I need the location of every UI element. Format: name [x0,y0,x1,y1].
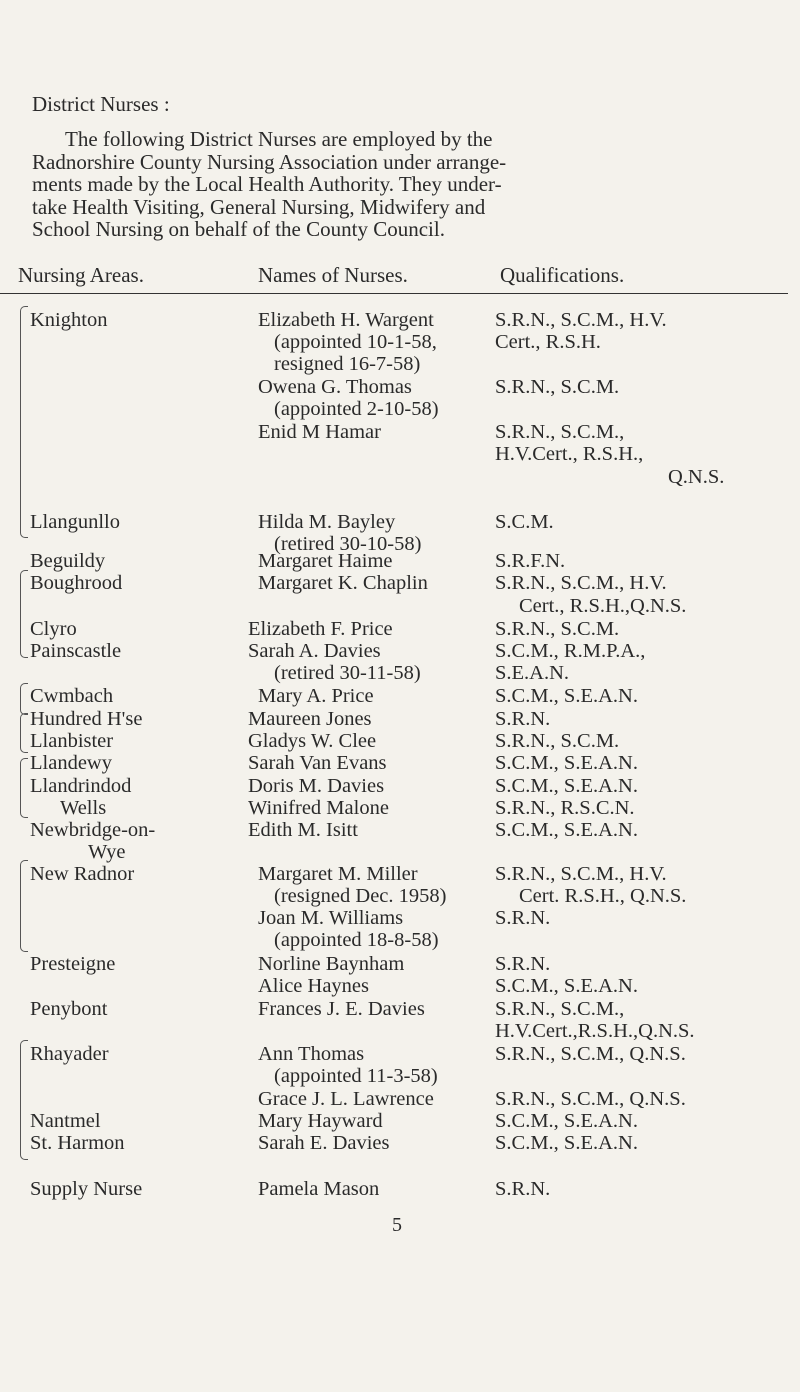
nurse-name: Sarah A. Davies [248,640,381,662]
intro-line: The following District Nurses are employed by the [65,127,493,151]
bracket-new-radnor-group [20,860,28,952]
area-name: Boughrood [30,572,123,594]
column-header-names: Names of Nurses. [258,263,408,287]
qualification: S.R.N., S.C.M. [495,730,620,752]
qualification: S.R.F.N. [495,550,566,572]
bracket-cwmbach-group [20,683,28,715]
nurse-note: resigned 16-7-58) [274,353,421,375]
qualification: S.E.A.N. [495,662,570,684]
nurse-note: (appointed 2-10-58) [274,398,439,420]
nurse-name: Hilda M. Bayley [258,511,396,533]
area-name: Rhayader [30,1043,109,1065]
nurse-name: Margaret M. Miller [258,863,418,885]
header-rule [0,293,788,294]
intro-line: Radnorshire County Nursing Association under arrange- [32,149,507,174]
area-name: New Radnor [30,863,135,885]
area-name: Painscastle [30,640,122,662]
area-name: Beguildy [30,550,106,572]
nurse-name: Alice Haynes [258,975,369,997]
area-name: Knighton [30,309,108,331]
qualification: S.R.N. [495,708,551,730]
nurse-name: Joan M. Williams [258,907,404,929]
nurse-name: Frances J. E. Davies [258,998,425,1020]
nurse-note: (appointed 18-8-58) [274,929,439,951]
area-name: Clyro [30,618,77,640]
bracket-boughrood-group [20,570,28,658]
qualification: S.R.N., S.C.M. [495,618,620,640]
nurse-note: (resigned Dec. 1958) [274,885,447,907]
nurse-name: Mary A. Price [258,685,374,707]
nurse-name: Elizabeth F. Price [248,618,393,640]
qualification: S.R.N., R.S.C.N. [495,797,635,819]
nurse-name: Sarah Van Evans [248,752,387,774]
area-name: Newbridge-on- [30,819,156,841]
nurse-name: Mary Hayward [258,1110,383,1132]
qualification: S.C.M. [495,511,554,533]
qualification: S.R.N., S.C.M., Q.N.S. [495,1043,686,1065]
qualification: Cert., R.S.H. [495,331,601,353]
nurse-name: Maureen Jones [248,708,372,730]
nurse-name: Ann Thomas [258,1043,365,1065]
nurse-name: Winifred Malone [248,797,389,819]
nurse-name: Margaret Haime [258,550,393,572]
column-header-qualifications: Qualifications. [500,263,625,287]
qualification: S.C.M., R.M.P.A., [495,640,646,662]
qualification: S.R.N. [495,953,551,975]
area-name: Llanbister [30,730,114,752]
qualification: S.R.N., S.C.M., Q.N.S. [495,1088,686,1110]
area-name: Hundred H'se [30,708,143,730]
nurse-note: (appointed 11-3-58) [274,1065,438,1087]
area-name: Nantmel [30,1110,101,1132]
qualification: S.C.M., S.E.A.N. [495,819,638,841]
nurse-name: Norline Baynham [258,953,405,975]
qualification: S.R.N. [495,907,551,929]
qualification: S.C.M., S.E.A.N. [495,1132,638,1154]
nurse-name: Margaret K. Chaplin [258,572,428,594]
nurse-name: Gladys W. Clee [248,730,377,752]
area-name: Penybont [30,998,108,1020]
bracket-rhayader-group [20,1040,28,1160]
area-name: Llandrindod [30,775,132,797]
qualification: S.R.N., S.C.M. [495,376,620,398]
intro-line: take Health Visiting, General Nursing, Midwifery and [32,194,486,219]
page-number: 5 [392,1214,402,1236]
intro-line: ments made by the Local Health Authority. They under- [32,172,502,196]
bracket-llanbister-group [20,713,28,753]
qualification: S.C.M., S.E.A.N. [495,775,638,797]
nurse-name: Grace J. L. Lawrence [258,1088,434,1110]
area-name: Supply Nurse [30,1178,143,1200]
area-name: Presteigne [30,953,116,975]
qualification: S.R.N., S.C.M., H.V. [495,309,667,331]
qualification: Cert. R.S.H., Q.N.S. [519,885,687,907]
bracket-knighton-group [20,306,28,538]
qualification: H.V.Cert., R.S.H., [495,443,644,465]
intro-paragraph [32,128,760,241]
qualification: S.C.M., S.E.A.N. [495,752,638,774]
qualification: S.C.M., S.E.A.N. [495,685,638,707]
area-name: Cwmbach [30,685,114,707]
nurse-note: (retired 30-10-58) [274,533,422,555]
area-name: Llangunllo [30,511,120,533]
column-header-areas: Nursing Areas. [18,263,144,287]
qualification: Q.N.S. [668,466,725,488]
area-name: Wye [88,841,126,863]
bracket-llandrindod-group [20,758,28,818]
nurse-name: Elizabeth H. Wargent [258,309,434,331]
qualification: S.R.N., S.C.M., [495,421,625,443]
qualification: S.R.N., S.C.M., H.V. [495,863,667,885]
qualification: S.R.N. [495,1178,551,1200]
qualification: S.R.N., S.C.M., H.V. [495,572,667,594]
nurse-name: Sarah E. Davies [258,1132,390,1154]
intro-line: School Nursing on behalf of the County Council. [32,217,445,241]
area-name: Wells [60,797,107,819]
qualification: S.R.N., S.C.M., [495,998,625,1020]
area-name: Llandewy [30,752,112,774]
qualification: Cert., R.S.H.,Q.N.S. [519,595,687,617]
nurse-note: (retired 30-11-58) [274,662,421,684]
nurse-name: Doris M. Davies [248,775,385,797]
nurse-name: Owena G. Thomas [258,376,412,398]
section-heading: District Nurses : [32,92,170,116]
nurse-note: (appointed 10-1-58, [274,331,437,353]
nurse-name: Enid M Hamar [258,421,381,443]
nurse-name: Pamela Mason [258,1178,380,1200]
nurse-name: Edith M. Isitt [248,819,358,841]
qualification: H.V.Cert.,R.S.H.,Q.N.S. [495,1020,695,1042]
area-name: St. Harmon [30,1132,125,1154]
qualification: S.C.M., S.E.A.N. [495,975,638,997]
qualification: S.C.M., S.E.A.N. [495,1110,638,1132]
